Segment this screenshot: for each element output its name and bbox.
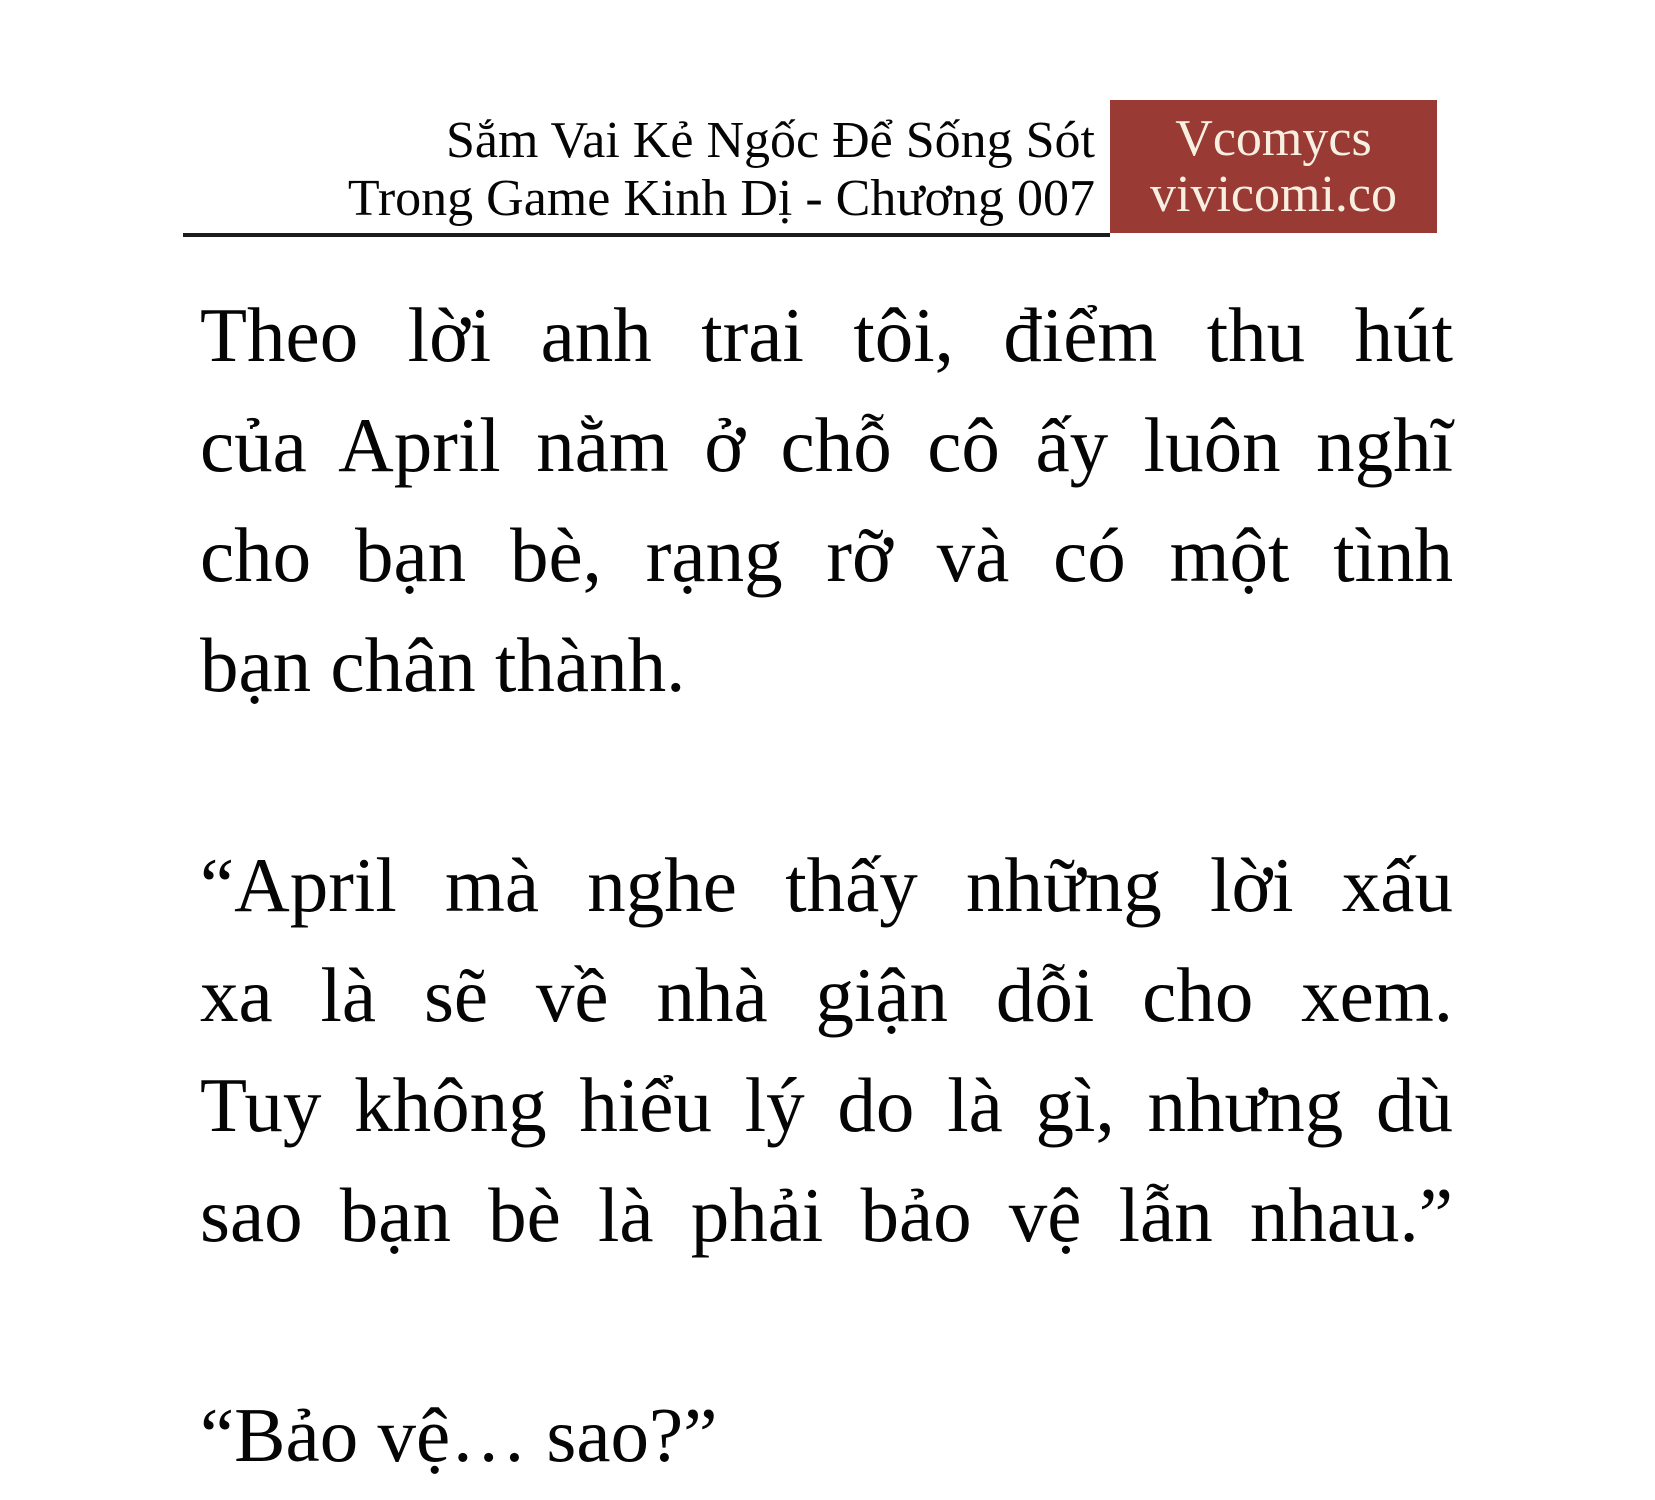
chapter-title-line2: Trong Game Kinh Dị - Chương 007 [347,170,1095,227]
paragraph [200,830,1453,1270]
story-text [200,280,1453,1490]
text-line: của April nằm ở chỗ cô ấy luôn nghĩ [200,402,1453,488]
paragraph [200,280,1453,720]
publisher-site: vivicomi.co [1150,165,1397,223]
chapter-title-line1: Sắm Vai Kẻ Ngốc Để Sống Sót [445,112,1095,169]
text-line: “Bảo vệ… sao?” [200,1392,718,1478]
paragraph [200,1380,1453,1490]
text-line: bạn chân thành. [200,622,686,708]
text-line: cho bạn bè, rạng rỡ và có một tình [200,512,1453,598]
publisher-badge [1110,100,1437,233]
publisher-name: Vcomycs [1175,109,1372,167]
text-line: Tuy không hiểu lý do là gì, nhưng dù [200,1062,1453,1148]
text-line: xa là sẽ về nhà giận dỗi cho xem. [200,952,1453,1038]
text-line: sao bạn bè là phải bảo vệ lẫn nhau.” [200,1172,1453,1258]
text-line: Theo lời anh trai tôi, điểm thu hút [200,292,1453,378]
chapter-title [348,112,1095,228]
header-divider [183,233,1110,237]
text-line: “April mà nghe thấy những lời xấu [200,842,1453,928]
